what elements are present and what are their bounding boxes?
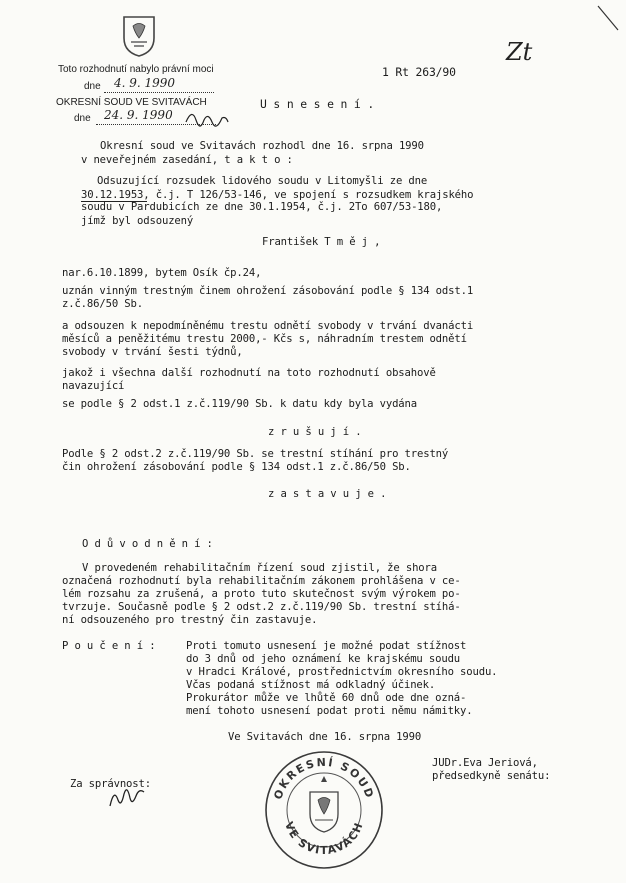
verdict-line-4: jímž byl odsouzený xyxy=(81,215,194,227)
sentence-line-2: měsíců a peněžitému trestu 2000,- Kčs s, náhradním trestem odnětí xyxy=(62,333,467,345)
discontinue-line-2: čin ohrožení zásobování podle § 134 odst.1 z.č.86/50 Sb. xyxy=(62,461,411,473)
reasoning-line-2: označená rozhodnutí byla rehabilitačním zákonem prohlášena v ce- xyxy=(62,575,461,587)
stamp-date-handwritten: 4. 9. 1990 xyxy=(114,76,176,90)
validity-stamp-text: Toto rozhodnutí nabylo právní moci xyxy=(58,64,214,75)
reasoning-line-4: tvrzuje. Současně podle § 2 odst.2 z.č.119/90 Sb. trestní stíhá- xyxy=(62,601,461,613)
instruction-line-1: Proti tomuto usnesení je možné podat stížnost xyxy=(186,640,467,652)
document-title: U s n e s e n í . xyxy=(260,97,375,111)
reasoning-line-5: ní odsouzeného pro trestný čin zastavuje. xyxy=(62,614,318,626)
state-emblem-icon xyxy=(121,14,157,58)
stamp-date-line xyxy=(104,92,214,93)
verdict-line-1: Odsuzující rozsudek lidového soudu v Litomyšli ze dne xyxy=(97,175,428,187)
conviction-line-1: uznán vinným trestným činem ohrožení zásobování podle § 134 odst.1 xyxy=(62,285,474,297)
conviction-line-2: z.č.86/50 Sb. xyxy=(62,298,143,310)
discontinue-line-1: Podle § 2 odst.2 z.č.119/90 Sb. se trestní stíhání pro trestný xyxy=(62,448,449,460)
verdict-line-3: soudu v Pardubicích ze dne 30.1.1954, č.j. 2To 607/53-180, xyxy=(81,201,443,213)
stamp-dne-label-2: dne xyxy=(74,113,91,124)
defendant-birth: nar.6.10.1899, bytem Osík čp.24, xyxy=(62,267,262,279)
defendant-name: František T m ě j , xyxy=(262,236,381,248)
instruction-line-3: v Hradci Králové, prostřednictvím okresního soudu. xyxy=(186,666,498,678)
stamp-date-handwritten-2: 24. 9. 1990 xyxy=(104,108,173,122)
corner-mark-icon xyxy=(596,4,622,34)
judge-name: JUDr.Eva Jeriová, xyxy=(432,757,538,769)
instruction-heading: P o u č e n í : xyxy=(62,640,156,652)
related-line-2: navazující xyxy=(62,380,125,392)
intro-line-2: v neveřejném zasedání, t a k t o : xyxy=(81,154,293,166)
margin-note: Zt xyxy=(506,38,533,66)
svg-text:VE SVITAVÁCH xyxy=(282,820,366,857)
instruction-line-2: do 3 dnů od jeho oznámení ke krajskému soudu xyxy=(186,653,461,665)
reasoning-line-1: V provedeném rehabilitačním řízení soud zjistil, že shora xyxy=(82,562,437,574)
reasoning-heading: O d ů v o d n ě n í : xyxy=(82,538,213,550)
file-number: 1 Rt 263/90 xyxy=(382,65,456,79)
sentence-line-3: svobody v trvání šesti týdnů, xyxy=(62,346,243,358)
discontinue-heading: z a s t a v u j e . xyxy=(268,488,387,500)
related-line-1: jakož i všechna další rozhodnutí na toto rozhodnutí obsahově xyxy=(62,367,436,379)
seal-top-text: OKRESNÍ SOUD xyxy=(271,755,377,802)
reasoning-line-3: lém rozsahu za zrušená, a proto tuto skutečnost svým výrokem po- xyxy=(62,588,461,600)
stamp-dne-label: dne xyxy=(84,81,101,92)
instruction-line-5: Prokurátor může ve lhůtě 60 dnů ode dne ozná- xyxy=(186,692,467,704)
place-and-date: Ve Svitavách dne 16. srpna 1990 xyxy=(228,731,422,743)
certification-signature-icon xyxy=(106,778,152,812)
stamp-court-name: OKRESNÍ SOUD VE SVITAVÁCH xyxy=(56,97,207,108)
seal-bottom-text: VE SVITAVÁCH xyxy=(282,819,367,858)
certification-label: Za správnost: xyxy=(70,778,151,790)
instruction-line-4: Včas podaná stížnost má odkladný účinek. xyxy=(186,679,436,691)
instruction-line-6: mení tohoto usnesení podat proti němu námitky. xyxy=(186,705,473,717)
court-seal-icon xyxy=(262,748,386,872)
stamp-signature-icon xyxy=(184,106,230,130)
intro-line-1: Okresní soud ve Svitavách rozhodl dne 16. srpna 1990 xyxy=(100,140,424,152)
verdict-line-2: 30.12.1953, č.j. T 126/53-146, ve spojení s rozsudkem krajského xyxy=(81,189,474,201)
legal-basis-line: se podle § 2 odst.1 z.č.119/90 Sb. k datu kdy byla vydána xyxy=(62,398,417,410)
sentence-line-1: a odsouzen k nepodmíněnému trestu odnětí svobody v trvání dvanácti xyxy=(62,320,474,332)
annul-heading: z r u š u j í . xyxy=(268,426,362,438)
judge-role: předsedkyně senátu: xyxy=(432,770,551,782)
